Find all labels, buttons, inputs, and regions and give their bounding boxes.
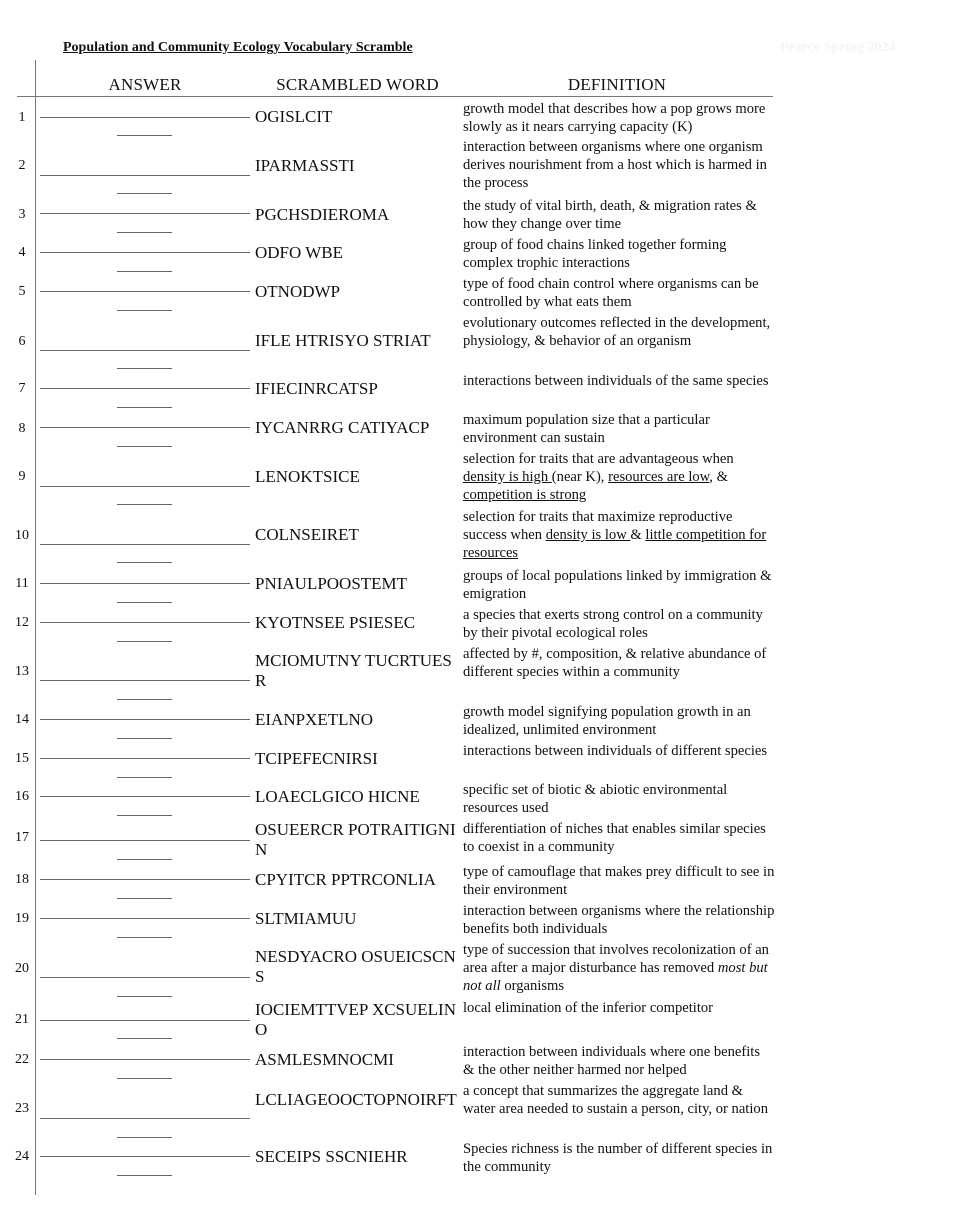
scrambled-word: LCLIAGEOOCTOPNOIRFT bbox=[255, 1090, 457, 1109]
definition-emphasis: competition is strong bbox=[463, 487, 587, 503]
scrambled-word: OGISLCIT bbox=[255, 107, 333, 126]
definition-header: DEFINITION bbox=[567, 75, 667, 94]
answer-line-short[interactable] bbox=[117, 996, 172, 997]
answer-line[interactable] bbox=[40, 486, 250, 487]
scrambled-word: PGCHSDIEROMA bbox=[255, 205, 390, 224]
answer-line[interactable] bbox=[40, 840, 250, 841]
row-number: 11 bbox=[15, 576, 29, 591]
definition-text: type of succession that involves recolonization of an area after a major disturbance has removed bbox=[463, 942, 769, 976]
answer-line[interactable] bbox=[40, 117, 250, 118]
answer-line[interactable] bbox=[40, 252, 250, 253]
answer-line-short[interactable] bbox=[117, 562, 172, 563]
answer-line-short[interactable] bbox=[117, 232, 172, 233]
answer-line[interactable] bbox=[40, 796, 250, 797]
row-number: 14 bbox=[15, 712, 29, 727]
scrambled-word: ASMLESMNOCMI bbox=[255, 1050, 394, 1069]
definition: groups of local populations linked by immigration & emigration bbox=[463, 568, 772, 602]
definition: specific set of biotic & abiotic environmental resources used bbox=[463, 782, 728, 816]
row-number: 17 bbox=[15, 830, 29, 845]
answer-header: ANSWER bbox=[108, 75, 182, 94]
definition bbox=[463, 941, 775, 995]
answer-line-short[interactable] bbox=[117, 602, 172, 603]
answer-line[interactable] bbox=[40, 879, 250, 880]
scrambled-word: OTNODWP bbox=[255, 282, 340, 301]
answer-line-short[interactable] bbox=[117, 898, 172, 899]
definition: a concept that summarizes the aggregate land & water area needed to sustain a person, city, or nation bbox=[463, 1083, 769, 1117]
answer-line-short[interactable] bbox=[117, 1175, 172, 1176]
answer-line[interactable] bbox=[40, 583, 250, 584]
answer-line-short[interactable] bbox=[117, 815, 172, 816]
definition: the study of vital birth, death, & migration rates & how they change over time bbox=[463, 198, 757, 232]
definition-emphasis: little competition for resources bbox=[463, 527, 767, 561]
row-number: 15 bbox=[15, 751, 29, 766]
definition: type of food chain control where organisms can be controlled by what eats them bbox=[463, 276, 759, 310]
definition bbox=[463, 450, 775, 504]
definition: interaction between individuals where one benefits & the other neither harmed nor helped bbox=[463, 1044, 761, 1078]
row-number: 16 bbox=[15, 789, 29, 804]
watermark: Pearce Spring 2024 bbox=[780, 40, 896, 55]
row-number: 1 bbox=[18, 110, 26, 125]
scrambled-word: KYOTNSEE PSIESEC bbox=[255, 613, 416, 632]
scrambled-word: IYCANRRG CATIYACP bbox=[255, 418, 430, 437]
row-number: 8 bbox=[18, 421, 26, 436]
row-number: 24 bbox=[15, 1149, 29, 1164]
scrambled-word: OSUEERCR POTRAITIGNIN bbox=[255, 820, 456, 859]
answer-line[interactable] bbox=[40, 291, 250, 292]
definition: differentiation of niches that enables similar species to coexist in a community bbox=[463, 821, 766, 855]
answer-line[interactable] bbox=[40, 758, 250, 759]
scrambled-word: IPARMASSTI bbox=[255, 156, 355, 175]
definition-emphasis: resources are low bbox=[608, 469, 710, 485]
definition: a species that exerts strong control on a community by their pivotal ecological roles bbox=[463, 607, 763, 641]
row-number: 22 bbox=[15, 1052, 29, 1067]
answer-line[interactable] bbox=[40, 680, 250, 681]
definition-text: , & bbox=[709, 469, 728, 485]
answer-line[interactable] bbox=[40, 918, 250, 919]
answer-line-short[interactable] bbox=[117, 641, 172, 642]
row-number: 20 bbox=[15, 961, 29, 976]
definition-text: & bbox=[630, 527, 646, 543]
scrambled-word: PNIAULPOOSTEMT bbox=[255, 574, 408, 593]
answer-line-short[interactable] bbox=[117, 504, 172, 505]
definition-emphasis: most but not all bbox=[463, 960, 768, 994]
answer-line-short[interactable] bbox=[117, 1078, 172, 1079]
definition: growth model signifying population growth in an idealized, unlimited environment bbox=[463, 704, 751, 738]
answer-line[interactable] bbox=[40, 388, 250, 389]
definition: interaction between organisms where one organism derives nourishment from a host which is harmed in the process bbox=[463, 139, 767, 191]
scrambled-word: EIANPXETLNO bbox=[255, 710, 374, 729]
answer-line[interactable] bbox=[40, 175, 250, 176]
scrambled-word: ODFO WBE bbox=[255, 243, 343, 262]
answer-line[interactable] bbox=[40, 977, 250, 978]
definition-text: (near K), bbox=[551, 469, 609, 485]
definition: group of food chains linked together forming complex trophic interactions bbox=[463, 237, 727, 271]
answer-line-short[interactable] bbox=[117, 738, 172, 739]
definition: interaction between organisms where the relationship benefits both individuals bbox=[463, 903, 775, 937]
scrambled-word: NESDYACRO OSUEICSCNS bbox=[255, 947, 456, 986]
answer-line[interactable] bbox=[40, 427, 250, 428]
answer-line[interactable] bbox=[40, 350, 250, 351]
row-number: 18 bbox=[15, 872, 29, 887]
definition: type of camouflage that makes prey difficult to see in their environment bbox=[463, 864, 775, 898]
definition: affected by #, composition, & relative abundance of different species within a community bbox=[463, 646, 767, 680]
answer-line-short[interactable] bbox=[117, 699, 172, 700]
definition-text: organisms bbox=[500, 978, 565, 994]
answer-line[interactable] bbox=[40, 1118, 250, 1119]
answer-line-short[interactable] bbox=[117, 859, 172, 860]
answer-line-short[interactable] bbox=[117, 446, 172, 447]
definition-emphasis: density is low bbox=[545, 527, 631, 543]
scrambled-word: COLNSEIRET bbox=[255, 525, 359, 544]
row-number: 6 bbox=[18, 334, 26, 349]
definition-emphasis: density is high bbox=[463, 469, 552, 485]
vertical-divider bbox=[35, 60, 36, 1195]
definition: interactions between individuals of the same species bbox=[463, 373, 769, 389]
scrambled-word: SLTMIAMUU bbox=[255, 909, 357, 928]
scrambled-word: TCIPEFECNIRSI bbox=[255, 749, 378, 768]
definition: local elimination of the inferior competitor bbox=[463, 1000, 714, 1016]
definition: maximum population size that a particular environment can sustain bbox=[463, 412, 710, 446]
answer-line-short[interactable] bbox=[117, 1137, 172, 1138]
scrambled-word: IOCIEMTTVEP XCSUELINO bbox=[255, 1000, 456, 1039]
definition bbox=[463, 508, 775, 562]
row-number: 3 bbox=[18, 207, 26, 222]
answer-line[interactable] bbox=[40, 544, 250, 545]
row-number: 5 bbox=[18, 284, 26, 299]
scrambled-word: SECEIPS SSCNIEHR bbox=[255, 1147, 408, 1166]
definition: evolutionary outcomes reflected in the development, physiology, & behavior of an organism bbox=[463, 315, 771, 349]
scrambled-word: IFIECINRCATSP bbox=[255, 379, 378, 398]
scrambled-word: LENOKTSICE bbox=[255, 467, 360, 486]
answer-line[interactable] bbox=[40, 1059, 250, 1060]
definition-text: selection for traits that are advantageous when bbox=[463, 451, 734, 467]
answer-line[interactable] bbox=[40, 719, 250, 720]
scrambled-word: MCIOMUTNY TUCRTUESR bbox=[255, 651, 452, 690]
answer-line-short[interactable] bbox=[117, 193, 172, 194]
row-number: 2 bbox=[18, 158, 26, 173]
answer-line-short[interactable] bbox=[117, 407, 172, 408]
definition: Species richness is the number of different species in the community bbox=[463, 1141, 773, 1175]
page-title: Population and Community Ecology Vocabulary Scramble bbox=[63, 40, 413, 55]
row-number: 12 bbox=[15, 615, 29, 630]
row-number: 4 bbox=[18, 245, 26, 260]
scrambled-word: IFLE HTRISYO STRIAT bbox=[255, 331, 431, 350]
scrambled-header: SCRAMBLED WORD bbox=[276, 75, 439, 94]
definition-text: selection for traits that maximize reproductive success when bbox=[463, 509, 733, 543]
row-number: 21 bbox=[15, 1012, 29, 1027]
answer-line-short[interactable] bbox=[117, 1038, 172, 1039]
answer-line-short[interactable] bbox=[117, 937, 172, 938]
answer-line-short[interactable] bbox=[117, 310, 172, 311]
row-number: 9 bbox=[18, 469, 26, 484]
scrambled-word: CPYITCR PPTRCONLIA bbox=[255, 870, 436, 889]
answer-line[interactable] bbox=[40, 213, 250, 214]
answer-line-short[interactable] bbox=[117, 135, 172, 136]
answer-line[interactable] bbox=[40, 1020, 250, 1021]
definition: growth model that describes how a pop grows more slowly as it nears carrying capacity (K) bbox=[463, 101, 766, 135]
answer-line[interactable] bbox=[40, 1156, 250, 1157]
answer-line-short[interactable] bbox=[117, 271, 172, 272]
definition: interactions between individuals of different species bbox=[463, 743, 768, 759]
answer-line-short[interactable] bbox=[117, 777, 172, 778]
row-number: 23 bbox=[15, 1101, 29, 1116]
header-divider bbox=[17, 96, 773, 97]
row-number: 10 bbox=[15, 528, 29, 543]
row-number: 7 bbox=[18, 381, 26, 396]
row-number: 19 bbox=[15, 911, 29, 926]
answer-line-short[interactable] bbox=[117, 368, 172, 369]
row-number: 13 bbox=[15, 664, 29, 679]
answer-line[interactable] bbox=[40, 622, 250, 623]
scrambled-word: LOAECLGICO HICNE bbox=[255, 787, 420, 806]
